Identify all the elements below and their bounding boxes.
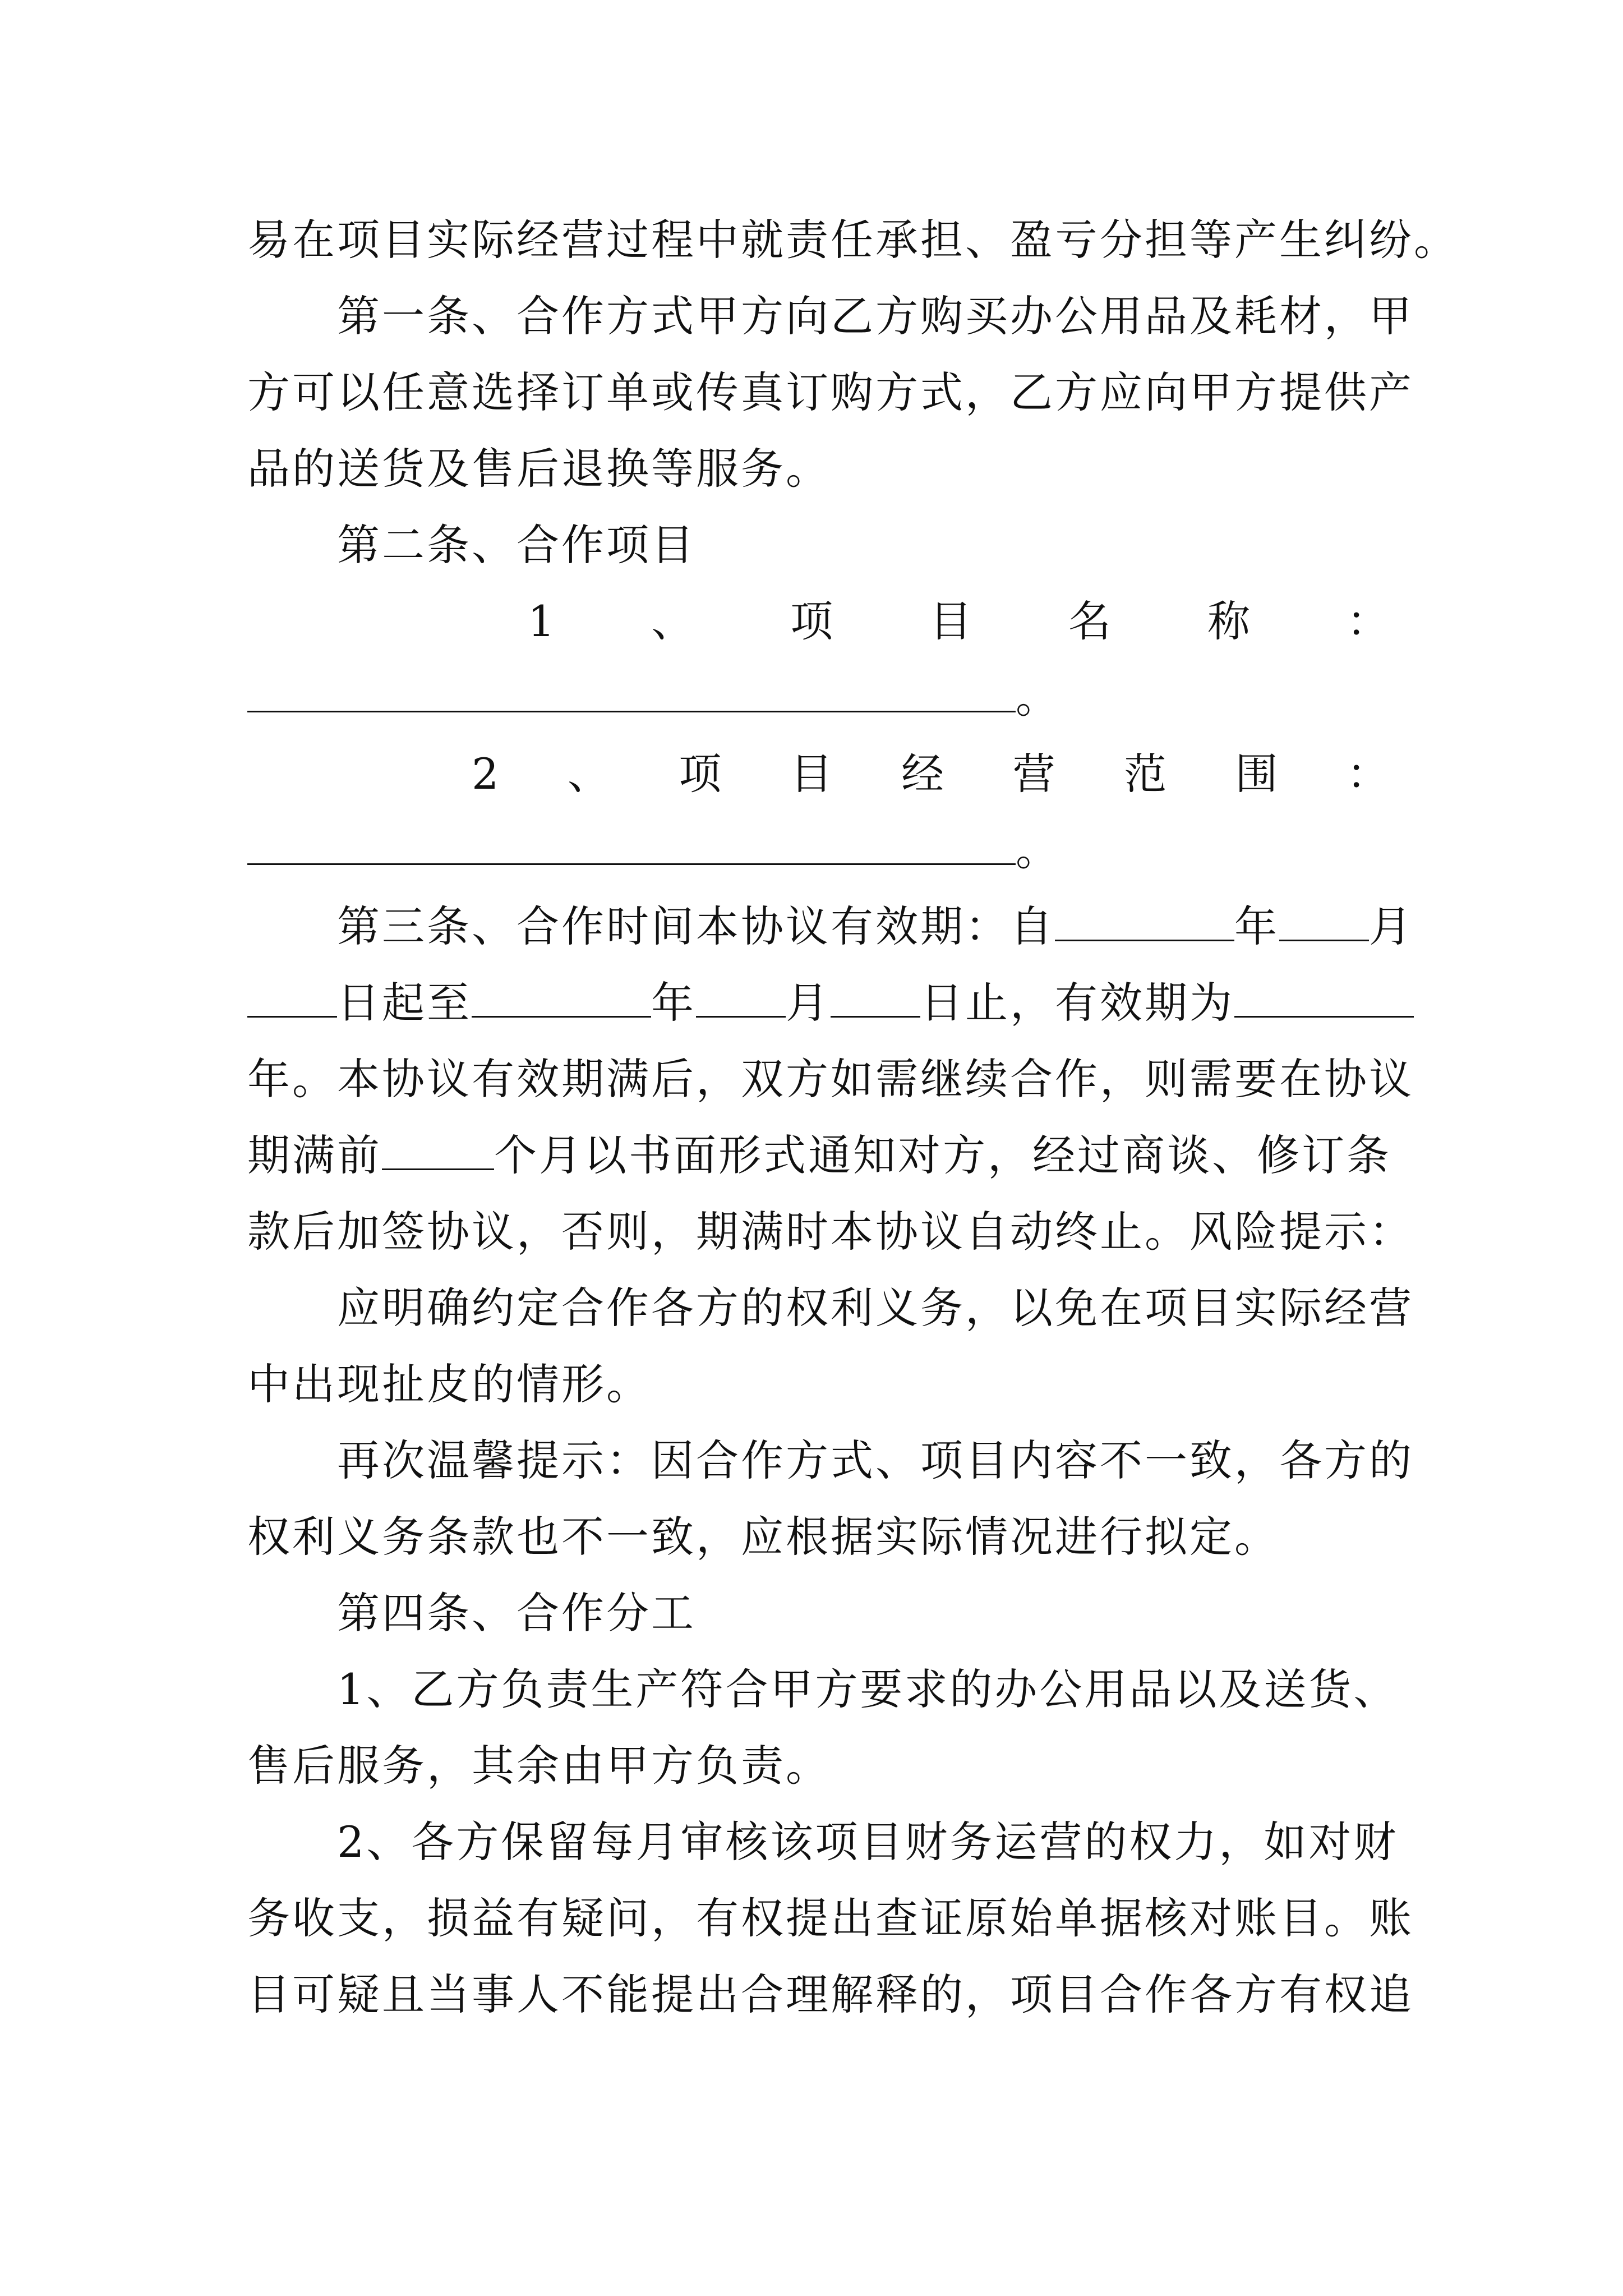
text-segment: 月 (1369, 901, 1414, 951)
paragraph-line: 年。本协议有效期满后，双方如需继续合作，则需要在协议 (247, 1054, 1414, 1104)
text-segment: 年 (651, 978, 696, 1028)
paragraph-line: 1、乙方负责生产符合甲方要求的办公用品以及送货、 (337, 1664, 1399, 1714)
paragraph-line (247, 965, 1391, 1041)
item-2-business-scope-label (247, 736, 1391, 812)
label-char: 名 (1068, 596, 1114, 646)
label-char: 目 (790, 749, 835, 799)
article-2-heading: 第二条、合作项目 (337, 520, 696, 570)
period: 。 (1016, 673, 1061, 723)
blank-underline (472, 977, 651, 1018)
paragraph-line: 中出现扯皮的情形。 (247, 1359, 651, 1409)
label-char: 项 (679, 749, 724, 799)
blank-underline (1055, 900, 1234, 941)
paragraph-line: 品的送货及售后退换等服务。 (247, 444, 831, 494)
paragraph-line: 2、各方保留每月审核该项目财务运营的权力，如对财 (337, 1817, 1399, 1867)
paragraph-line (247, 1117, 1391, 1194)
article-1-heading: 第一条、合作方式甲方向乙方购买办公用品及耗材，甲 (337, 291, 1414, 341)
project-name-fill-line (247, 660, 1391, 736)
text-segment: 月 (786, 978, 831, 1028)
blank-underline (696, 977, 786, 1018)
document-body (247, 202, 1459, 2033)
blank-underline (247, 671, 1016, 712)
paragraph-line: 款后加签协议，否则，期满时本协议自动终止。风险提示： (247, 1207, 1414, 1257)
label-char: 2 (472, 749, 501, 799)
blank-underline (1234, 977, 1414, 1018)
business-scope-fill-line (247, 812, 1391, 889)
paragraph-line: 应明确约定合作各方的权利义务，以免在项目实际经营 (337, 1283, 1414, 1333)
paragraph-line: 务收支，损益有疑问，有权提出查证原始单据核对账目。账 (247, 1893, 1414, 1943)
paragraph-line: 权利义务条款也不一致，应根据实际情况进行拟定。 (247, 1512, 1279, 1562)
article-3-heading (247, 889, 1414, 965)
paragraph-line: 方可以任意选择订单或传真订购方式，乙方应向甲方提供产 (247, 367, 1414, 417)
label-char: 称 (1207, 596, 1253, 646)
paragraph-line: 易在项目实际经营过程中就责任承担、盈亏分担等产生纠纷。 (247, 215, 1459, 265)
label-char: 范 (1124, 749, 1169, 799)
blank-underline (247, 977, 337, 1018)
paragraph-line: 售后服务，其余由甲方负责。 (247, 1741, 831, 1791)
blank-underline (382, 1129, 494, 1170)
label-char: 项 (790, 596, 836, 646)
label-char: 经 (901, 749, 947, 799)
item-1-project-name-label (247, 583, 1391, 660)
label-char: 1 (528, 596, 557, 646)
label-char: 、 (651, 596, 697, 646)
label-char: 、 (567, 749, 612, 799)
text-segment: 年 (1234, 901, 1279, 951)
label-char: 营 (1012, 749, 1058, 799)
text-segment: 第三条、合作时间本协议有效期：自 (337, 901, 1055, 951)
label-char: ： (1346, 749, 1391, 799)
text-segment: 日起至 (337, 978, 472, 1028)
label-char: 围 (1235, 749, 1280, 799)
paragraph-line: 目可疑且当事人不能提出合理解释的，项目合作各方有权追 (247, 1970, 1414, 2019)
blank-underline (247, 824, 1016, 865)
label-char: 目 (929, 596, 975, 646)
blank-underline (831, 977, 920, 1018)
period: 。 (1016, 825, 1061, 875)
text-segment: 日止，有效期为 (920, 978, 1234, 1028)
blank-underline (1279, 900, 1369, 941)
text-segment: 个月以书面形式通知对方，经过商谈、修订条 (494, 1130, 1391, 1180)
label-char: ： (1346, 596, 1391, 646)
paragraph-line: 再次温馨提示：因合作方式、项目内容不一致，各方的 (337, 1435, 1414, 1485)
text-segment: 期满前 (247, 1130, 382, 1180)
article-4-heading: 第四条、合作分工 (337, 1588, 696, 1638)
